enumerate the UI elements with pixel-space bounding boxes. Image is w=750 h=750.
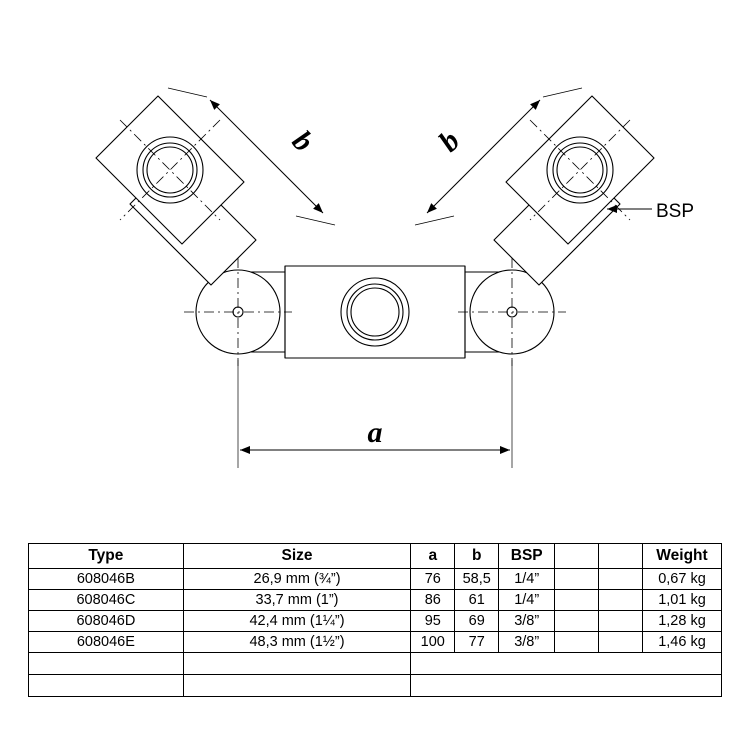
cell-size xyxy=(183,653,411,675)
cell-blank2 xyxy=(599,590,643,611)
cell-blank2 xyxy=(599,569,643,590)
column-header-blank2 xyxy=(599,544,643,569)
cell-type: 608046C xyxy=(29,590,184,611)
specification-table xyxy=(28,543,722,697)
cell-blank1 xyxy=(555,632,599,653)
left-arm xyxy=(96,96,256,285)
table-row xyxy=(29,675,722,697)
cell-size: 48,3 mm (1½”) xyxy=(183,632,411,653)
table-row xyxy=(29,611,722,632)
cell-a: 100 xyxy=(411,632,455,653)
cell-blank-span xyxy=(411,675,722,697)
right-arm xyxy=(494,96,654,285)
cell-b: 69 xyxy=(455,611,499,632)
column-header-blank1 xyxy=(555,544,599,569)
cell-size: 26,9 mm (¾”) xyxy=(183,569,411,590)
cell-bsp: 3/8” xyxy=(499,632,555,653)
cell-a: 95 xyxy=(411,611,455,632)
cell-b: 77 xyxy=(455,632,499,653)
table-header-row xyxy=(29,544,722,569)
cell-weight: 0,67 kg xyxy=(642,569,721,590)
cell-blank1 xyxy=(555,569,599,590)
dimension-a xyxy=(238,360,512,468)
cell-bsp: 3/8” xyxy=(499,611,555,632)
column-header-b: b xyxy=(455,544,499,569)
column-header-size: Size xyxy=(183,544,411,569)
bsp-label: BSP xyxy=(656,201,695,222)
dimension-label-b-right: b xyxy=(432,124,467,159)
cell-size xyxy=(183,675,411,697)
cell-a: 76 xyxy=(411,569,455,590)
cell-bsp: 1/4” xyxy=(499,590,555,611)
cell-b: 61 xyxy=(455,590,499,611)
cell-b: 58,5 xyxy=(455,569,499,590)
cell-blank1 xyxy=(555,590,599,611)
cell-blank1 xyxy=(555,611,599,632)
column-header-type: Type xyxy=(29,544,184,569)
table-row xyxy=(29,632,722,653)
cell-weight: 1,46 kg xyxy=(642,632,721,653)
dimension-label-a: a xyxy=(367,416,383,449)
dimension-label-b-left: b xyxy=(285,124,320,159)
cell-bsp: 1/4” xyxy=(499,569,555,590)
table-row xyxy=(29,590,722,611)
column-header-weight: Weight xyxy=(642,544,721,569)
cell-a: 86 xyxy=(411,590,455,611)
cell-blank2 xyxy=(599,611,643,632)
cell-weight: 1,01 kg xyxy=(642,590,721,611)
column-header-bsp: BSP xyxy=(499,544,555,569)
cell-weight: 1,28 kg xyxy=(642,611,721,632)
table-body xyxy=(29,569,722,697)
cell-type xyxy=(29,653,184,675)
cell-size: 42,4 mm (1¼”) xyxy=(183,611,411,632)
cell-blank2 xyxy=(599,632,643,653)
table-header xyxy=(29,544,722,569)
cell-type: 608046D xyxy=(29,611,184,632)
cell-type: 608046E xyxy=(29,632,184,653)
table-row xyxy=(29,653,722,675)
cell-size: 33,7 mm (1”) xyxy=(183,590,411,611)
table-row xyxy=(29,569,722,590)
column-header-a: a xyxy=(411,544,455,569)
cell-type: 608046B xyxy=(29,569,184,590)
cell-blank-span xyxy=(411,653,722,675)
cell-type xyxy=(29,675,184,697)
